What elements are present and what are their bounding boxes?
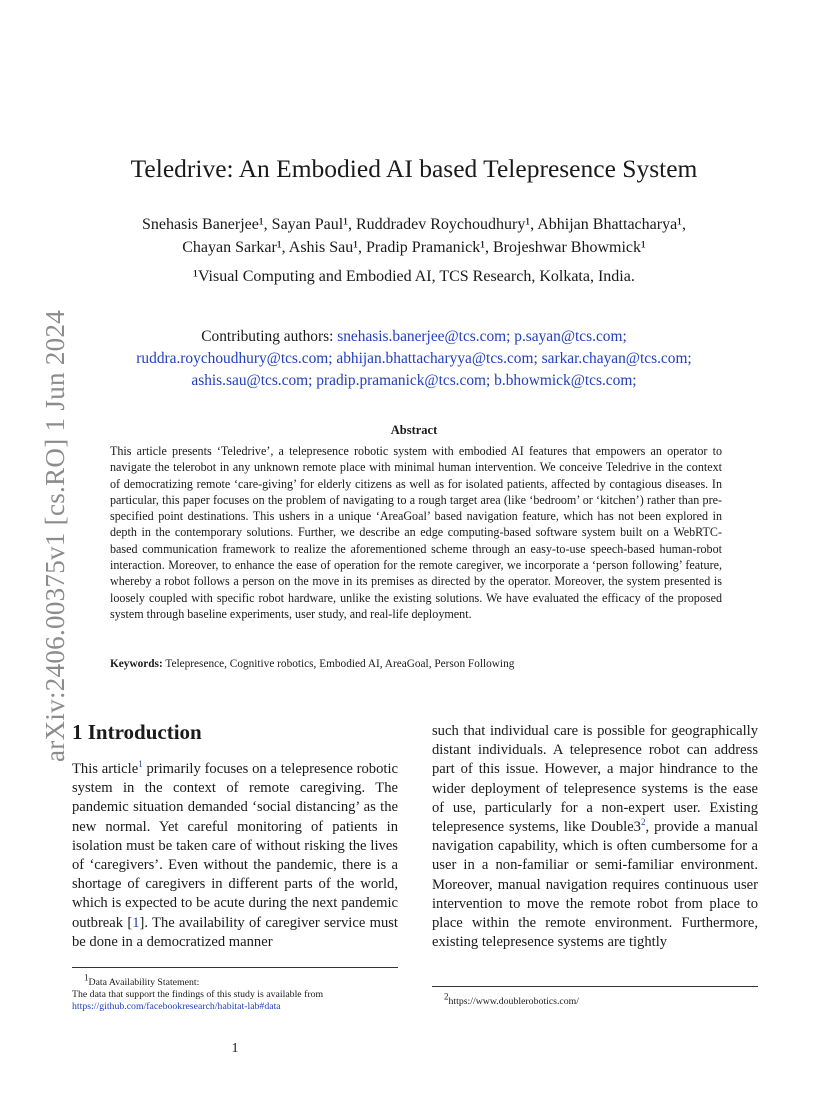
footnote-divider-right	[432, 986, 758, 987]
section-heading-introduction: 1 Introduction	[72, 720, 202, 744]
footnote-ref-2[interactable]: 2	[640, 817, 646, 828]
footnote-ref-1[interactable]: 1	[138, 759, 143, 770]
footnote-mark-1: 1	[84, 972, 89, 983]
footnote-1-title: Data Availability Statement:	[88, 977, 200, 988]
keywords-label: Keywords:	[110, 658, 163, 670]
authors-line-1: Snehasis Banerjee¹, Sayan Paul¹, Ruddradev Roychoudhury¹, Abhijan Bhattacharya¹,	[142, 216, 686, 233]
footnote-1-text: The data that support the findings of this study is available from	[72, 989, 324, 1000]
intro-text: This article	[72, 761, 139, 777]
email-link[interactable]: snehasis.banerjee@tcs.com;	[337, 328, 511, 345]
footnote-divider-left	[72, 967, 398, 968]
paper-title: Teledrive: An Embodied AI based Telepresence System	[130, 154, 698, 183]
affiliation: ¹Visual Computing and Embodied AI, TCS Research, Kolkata, India.	[193, 268, 635, 285]
citation-link[interactable]: 1	[132, 914, 140, 931]
intro-text: , provide a manual navigation capability, which is often cumbersome for a user in a non-familiar or semi-familiar environment. Moreover, manual navigation requires continuous user intervention to move the remote robot from place to place within the remote environment. Furthermore, existing telepresence systems are tightly	[432, 819, 759, 951]
keywords-list: Telepresence, Cognitive robotics, Embodied AI, AreaGoal, Person Following	[165, 658, 515, 670]
intro-text: primarily focuses on a telepresence robotic system in the context of remote caregiving. The pandemic situation demanded ‘social distancing’ as the new normal. Yet careful monitoring of patients in isolation must be taken care of without risking the lives of ‘caregivers’. Even without the pandemic, there is a shortage of caregivers in different parts of the world, which is expected to be acute during the next pandemic outbreak [	[72, 761, 398, 931]
intro-text: such that individual care is possible for geographically distant individuals. A telepresence robot can address part of this issue. However, a major hindrance to the wider deployment of telepresence systems is the ease of use, particularly for a non-expert user. Existing telepresence systems, like Double3	[432, 723, 758, 836]
email-link[interactable]: pradip.pramanick@tcs.com;	[316, 372, 491, 389]
email-link[interactable]: abhijan.bhattacharyya@tcs.com;	[336, 350, 538, 367]
email-link[interactable]: p.sayan@tcs.com;	[514, 328, 627, 345]
arxiv-id: arXiv:2406.00375v1 [cs.RO] 1 Jun 2024	[40, 309, 70, 762]
email-link[interactable]: ruddra.roychoudhury@tcs.com;	[136, 350, 333, 367]
email-link[interactable]: sarkar.chayan@tcs.com;	[541, 350, 692, 367]
email-link[interactable]: ashis.sau@tcs.com;	[191, 372, 313, 389]
footnote-2-url: https://www.doublerobotics.com/	[448, 996, 580, 1007]
email-link[interactable]: b.bhowmick@tcs.com;	[494, 372, 637, 389]
intro-left-column	[72, 760, 398, 952]
footnote-2	[444, 991, 764, 1008]
footnote-1	[72, 972, 402, 1013]
footnote-mark-2: 2	[444, 991, 449, 1002]
author-list	[60, 213, 768, 259]
keywords	[110, 658, 722, 670]
contributing-authors	[60, 326, 768, 392]
authors-line-2: Chayan Sarkar¹, Ashis Sau¹, Pradip Pramanick¹, Brojeshwar Bhowmick¹	[182, 239, 646, 256]
page-number: 1	[231, 1041, 239, 1056]
footnote-1-url[interactable]: https://github.com/facebookresearch/habitat-lab#data	[72, 1001, 281, 1012]
abstract-heading: Abstract	[390, 423, 438, 437]
intro-text: ]. The availability of caregiver service must be done in a democratized manner	[72, 914, 398, 950]
intro-right-column	[432, 722, 758, 952]
abstract-text: This article presents ‘Teledrive’, a telepresence robotic system with embodied AI features that empowers an operator to navigate the telerobot in any unknown remote place with minimal human intervention. We conceive Teledrive in the context of democratizing remote ‘care-giving’ for elderly citizens as well as for isolated patients, affected by contagious diseases. In particular, this paper focuses on the problem of navigating to a rough target area (like ‘bedroom’ or ‘kitchen’) rather than pre-specified point destinations. This ushers in a unique ‘AreaGoal’ based navigation feature, which has not been explored in depth in the contemporary solutions. Further, we describe an edge computing-based software system built on a WebRTC-based communication framework to realize the aforementioned scheme through an easy-to-use speech-based human-robot interaction. Moreover, to enhance the ease of operation for the remote caregiver, we incorporate a ‘person following’ feature, whereby a robot follows a person on the move in its premises as directed by the operator. Moreover, the system presented is loosely coupled with specific robot hardware, unlike the existing solutions. We have evaluated the efficacy of the proposed system through baseline experiments, user study, and real-life deployment.	[110, 444, 722, 621]
contributing-label: Contributing authors:	[201, 328, 334, 345]
